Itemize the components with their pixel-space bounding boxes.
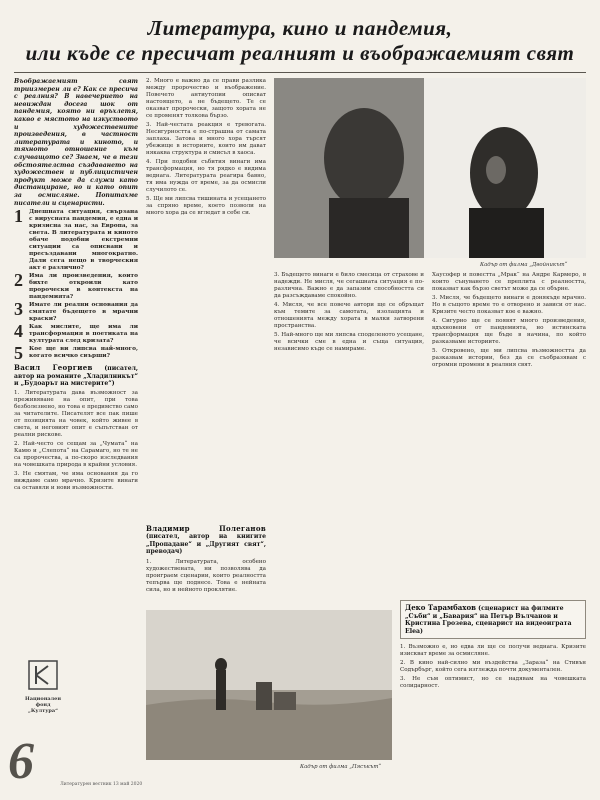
question-3: [14, 299, 138, 323]
answer-paragraph: 1. Литературата, особено художествената, ни позволява да проиграем сценарии, които реалността тепърва ще поднесе. Това е нейната сила, но и нейното проклятие.: [146, 558, 266, 593]
author-name: Владимир Полеганов: [146, 524, 266, 533]
film-still-top-image: [274, 78, 586, 258]
title-divider: [14, 72, 586, 73]
answer-paragraph: 4. Мисля, че все повече автори ще се обръщат към темите за самотата, изолацията и отношенията между хората в малки затворени пространства.: [274, 302, 424, 329]
question-4: [14, 321, 138, 345]
author-role: (писател, автор на романите „Хладилникът“ и „Будоарът на мистерите“): [14, 365, 138, 387]
logo-line-2: фонд: [35, 702, 51, 708]
question-2: [14, 270, 138, 301]
answer-paragraph: 5. Ще ми липсва тишината и усещането за спряно време, което позволи на много хора да се вгледат в себе си.: [146, 196, 266, 216]
answer-paragraph: 2. Много е важно да се прави разлика между пророчество и въображение. Повечето антиутопии описват настоящето, а не бъдещето. Те се оказват пророчески, защото хората не се променят толкова бързо.: [146, 78, 266, 119]
answer-paragraph: 4. Сигурно ще се появят много произведения, вдъхновени от пандемията, но истинската трансформация ще бъде в начина, по който разказваме историите.: [432, 318, 586, 345]
answer-paragraph: 3. Не съм оптимист, но се надявам на човешката солидарност.: [400, 676, 586, 689]
title-line-2: или къде се пресичат реалният и въображаемият свят: [25, 41, 575, 65]
fund-logo-icon: [28, 660, 58, 690]
column-5: [432, 272, 586, 594]
question-text: Днешната ситуация, свързана с вирусната пандемия, е една и кризисна за нас, за Европа, за света. В литературата и киното обаче подобни екстремни ситуации са описвани и пресъздавани многократно. Дали сега нещо в творческия акт е различно?: [29, 209, 138, 272]
issue-footer: Литературен вестник 13 май 2020: [60, 782, 143, 787]
author-name: Деко Тарамбахов: [405, 603, 477, 612]
question-number: 2: [14, 270, 23, 291]
answer-paragraph: 5. Откровено, ще ми липсва възможността да разказвам истории, без да се съобразявам с огромни промени в реалния свят.: [432, 348, 586, 368]
author-name: Васил Георгиев: [14, 363, 93, 373]
question-text: Имате ли реални основания да смятате бъдещето в мрачни краски?: [29, 302, 138, 323]
film-still-bottom: [146, 610, 392, 760]
logo-line-1: Национален: [25, 696, 61, 702]
question-number: 3: [14, 299, 23, 320]
title-line-1: Литература, кино и пандемия,: [147, 16, 453, 40]
fund-logo: [18, 660, 68, 714]
photo-caption-bottom: Кадър от филма „Пясъкът“: [300, 764, 382, 770]
question-text: Има ли произведения, които бихте откроили като пророчески в контекста на пандемията?: [29, 273, 138, 301]
answer-paragraph: 1. Литературата дава възможност за преживяване на опит, при това безболезнено, но това е предимство само за читателите. Писателят все пак пише от позицията на човек, който живее в света, и неговият опит е съпътстван от реални рискове.: [14, 390, 138, 439]
answer-paragraph: Хаусофер и повестта „Мрак“ на Андре Кармеро, в които сънуването се преплита с реалността, показват как бързо светът може да се обърне.: [432, 272, 586, 292]
answer-paragraph: 3. Бъдещето винаги е било смесица от страхове и надежди. Не мисля, че сегашната ситуация е по-различна. Важно е да запазим способността си да разсъждаваме спокойно.: [274, 272, 424, 299]
answer-paragraph: 5. Най-много ще ми липсва споделеното усещане, че всички сме в една и съща ситуация, независимо къде се намираме.: [274, 332, 424, 352]
page-number: 6: [8, 733, 34, 790]
question-1: [14, 206, 138, 272]
column-2: [146, 78, 266, 518]
question-number: 1: [14, 206, 23, 227]
author-1: [14, 364, 138, 387]
answer-paragraph: 2. Най-често се сещам за „Чумата“ на Камю и „Слепота“ на Сарамаго, но те не са пророчества, а по-скоро изследвания на човешката природа в крайни условия.: [14, 441, 138, 469]
answer-paragraph: 3. Не смятам, че има основания да го виждаме само мрачно. Кризите винаги са оставяли и нови възможности.: [14, 471, 138, 492]
photo-caption-top: Кадър от филма „Двойникът“: [480, 262, 568, 268]
column-6: [400, 644, 586, 784]
film-still-top: [274, 78, 586, 258]
author-role: (сценарист на филмите „Съби“ и „Бавария“ на Петър Вълчанов и Кристина Грозева, сценарист на видеоиграта Elea): [405, 605, 572, 635]
answer-paragraph: 1. Възможно е, но едва ли ще се получи веднага. Кризите изискват време за осмисляне.: [400, 644, 586, 657]
page-title: [0, 16, 600, 66]
film-still-bottom-image: [146, 610, 392, 760]
answer-paragraph: 3. Мисля, че бъдещето винаги е донякъде мрачно. Но в същото време то е отворено и зависи от нас. Кризите често показват кое е важно.: [432, 295, 586, 315]
author-2: [146, 525, 266, 556]
question-text: Как мислите, ще има ли трансформация в поетиката на културата след кризата?: [29, 324, 138, 345]
column-3: [146, 522, 266, 606]
author-role: (писател, автор на книгите „Пропадане“ и „Другият свят“, преводач): [146, 533, 266, 556]
column-1: [14, 78, 138, 658]
column-4: [274, 272, 424, 577]
question-5: [14, 343, 138, 364]
question-number: 4: [14, 321, 23, 342]
question-number: 5: [14, 343, 23, 364]
logo-line-3: „Култура“: [27, 708, 59, 714]
intro-text: Въображаемият свят триизмерен ли е? Как се пресича с реалния? В навечерието на невиждан досега шок от пандемия, която ни връхлетя, какво е мястото на изкуството и художествените произведения, в частност литературата и киното, и тяхното отношение към случващото се? Знаем, че в тези обстоятелства създаването на художествен и публицистичен продукт може да служи като дистанциране, но и като опит за осмисляне. Попитахме писатели и сценаристи.: [14, 78, 138, 207]
author-3: [400, 600, 586, 639]
logo-text: [18, 696, 68, 714]
answer-paragraph: 4. При подобни събития винаги има трансформация, но тя рядко е видима веднага. Литературата реагира бавно, тя има нужда от време, за да осмисли случилото се.: [146, 159, 266, 193]
answer-paragraph: 3. Най-честата реакция е тревогата. Несигурността е по-страшна от самата заплаха. Затова и много хора търсят убежище в историите, които им дават някаква структура и смисъл в хаоса.: [146, 122, 266, 156]
question-text: Кое ще ви липсва най-много, когато всичко свърши?: [29, 346, 138, 360]
answer-paragraph: 2. В кино най-силно ми въздейства „Зараза“ на Стивън Содърбърг, който сега изглежда почти документален.: [400, 660, 586, 673]
